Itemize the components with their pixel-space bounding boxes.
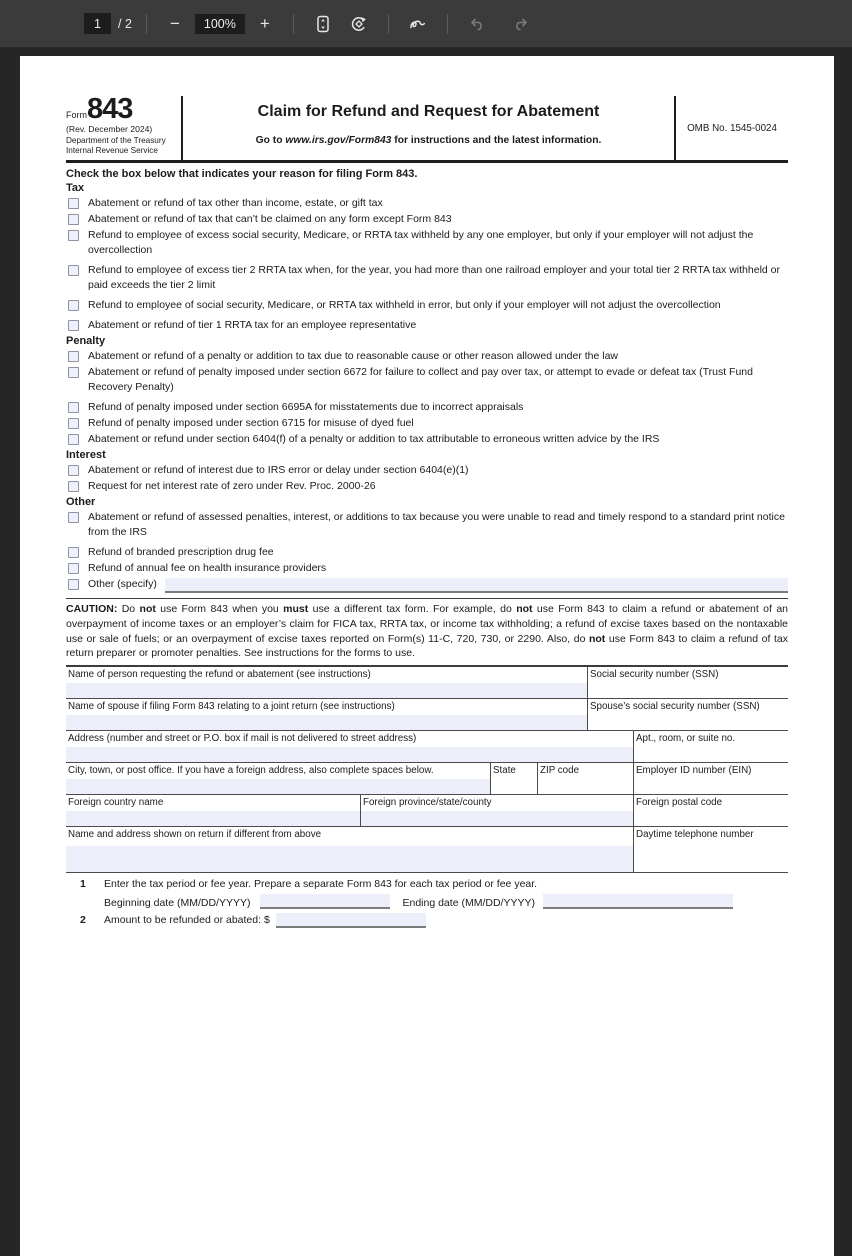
spouse-name-cell	[66, 699, 587, 730]
address-cell	[66, 731, 633, 762]
spouse-ssn-label: Spouse’s social security number (SSN)	[590, 701, 760, 713]
dept-treasury: Department of the Treasury	[66, 136, 166, 145]
checkbox[interactable]	[68, 547, 79, 558]
return-name-input[interactable]	[66, 846, 633, 872]
name-input[interactable]	[66, 683, 587, 698]
checkbox[interactable]	[68, 198, 79, 209]
fit-page-icon[interactable]	[308, 9, 338, 39]
reason-row	[66, 416, 788, 431]
amount-input[interactable]	[276, 913, 426, 928]
checkbox[interactable]	[68, 300, 79, 311]
state-label: State	[493, 765, 516, 777]
state-cell	[490, 763, 537, 794]
reason-row	[66, 479, 788, 494]
name-cell	[66, 667, 587, 698]
form-header	[66, 93, 788, 163]
ein-label: Employer ID number (EIN)	[636, 765, 752, 777]
section-header-penalty: Penalty	[66, 335, 106, 347]
reason-row	[66, 228, 788, 258]
zoom-in-button[interactable]: +	[251, 10, 279, 38]
table-row	[66, 699, 788, 731]
section-header-tax: Tax	[66, 182, 85, 194]
ending-date-label: Ending date (MM/DD/YYYY)	[402, 897, 535, 910]
form-revision: (Rev. December 2024)	[66, 124, 153, 134]
reason-row	[66, 365, 788, 395]
ssn-cell	[587, 667, 788, 698]
reason-row	[66, 432, 788, 447]
rotate-icon[interactable]	[344, 9, 374, 39]
form-word: Form	[66, 110, 87, 120]
checkbox-label: Abatement or refund under section 6404(f) of a penalty or addition to tax attributable to erroneous written advice by the IRS	[88, 433, 660, 445]
foreign-province-cell	[360, 795, 633, 826]
checkbox-label: Refund of penalty imposed under section 6695A for misstatements due to incorrect appraisals	[88, 401, 524, 413]
pdf-toolbar	[0, 0, 852, 48]
line-2-number: 2	[80, 914, 86, 927]
apt-label: Apt., room, or suite no.	[636, 733, 736, 745]
checkbox-label: Abatement or refund of penalty imposed under section 6672 for failure to collect and pay over tax, or attempt to evade or defeat tax (Trust Fund Recovery Penalty)	[88, 366, 753, 393]
city-label: City, town, or post office. If you have a foreign address, also complete spaces below.	[68, 765, 434, 777]
undo-icon	[462, 9, 492, 39]
irs-url: www.irs.gov/Form843	[285, 135, 392, 146]
table-row	[66, 795, 788, 827]
zoom-out-button[interactable]: −	[161, 10, 189, 38]
page-number-input[interactable]	[84, 13, 111, 34]
checkbox-label: Request for net interest rate of zero under Rev. Proc. 2000-26	[88, 480, 376, 492]
checkbox[interactable]	[68, 481, 79, 492]
checkbox[interactable]	[68, 214, 79, 225]
return-name-label: Name and address shown on return if different from above	[68, 829, 322, 841]
foreign-country-input[interactable]	[66, 811, 360, 826]
form-goto-line: Go to www.irs.gov/Form843 for instructions and the latest information.	[255, 135, 602, 146]
reason-row	[66, 263, 788, 293]
reason-instruction: Check the box below that indicates your reason for filing Form 843.	[66, 168, 418, 180]
checkbox-label: Abatement or refund of interest due to IRS error or delay under section 6404(e)(1)	[88, 464, 469, 476]
line-1-text: Enter the tax period or fee year. Prepare a separate Form 843 for each tax period or fee year.	[104, 878, 538, 891]
zip-cell	[537, 763, 633, 794]
checkbox[interactable]	[68, 512, 79, 523]
line-1	[66, 877, 788, 892]
checkbox[interactable]	[68, 230, 79, 241]
checkbox[interactable]	[68, 402, 79, 413]
checkbox-label: Other (specify)	[88, 578, 157, 590]
return-name-cell	[66, 827, 633, 872]
ein-cell	[633, 763, 788, 794]
ssn-label: Social security number (SSN)	[590, 669, 719, 681]
checkbox[interactable]	[68, 320, 79, 331]
toolbar-divider	[146, 14, 147, 34]
checkbox[interactable]	[68, 579, 79, 590]
line-2-text: Amount to be refunded or abated: $	[104, 913, 788, 928]
reason-row	[66, 196, 788, 211]
other-specify-input[interactable]	[165, 578, 788, 593]
foreign-country-label: Foreign country name	[68, 797, 164, 809]
spouse-name-label: Name of spouse if filing Form 843 relating to a joint return (see instructions)	[68, 701, 395, 713]
city-cell	[66, 763, 490, 794]
checkbox-label: Refund of branded prescription drug fee	[88, 546, 274, 558]
omb-number: OMB No. 1545-0024	[687, 122, 777, 134]
zoom-level-badge: 100%	[195, 14, 245, 34]
foreign-postal-label: Foreign postal code	[636, 797, 723, 809]
checkbox-label: Refund to employee of excess tier 2 RRTA tax when, for the year, you had more than one railroad employer and your total tier 2 RRTA tax withheld or paid exceeds the tier 2 limit	[88, 264, 781, 291]
checkbox[interactable]	[68, 265, 79, 276]
section-header-interest: Interest	[66, 449, 106, 461]
line-1-number: 1	[80, 878, 86, 891]
form-number: 843	[87, 93, 133, 125]
reason-row	[66, 510, 788, 540]
line-2	[66, 913, 788, 928]
zip-label: ZIP code	[540, 765, 580, 777]
page-count-label: / 2	[118, 16, 132, 31]
checkbox-label: Abatement or refund of assessed penalties, interest, or additions to tax because you were unable to read and timely respond to a standard print notice from the IRS	[88, 511, 785, 538]
table-row	[66, 731, 788, 763]
phone-label: Daytime telephone number	[636, 829, 754, 841]
phone-cell	[633, 827, 788, 872]
reason-row	[66, 463, 788, 478]
checkbox[interactable]	[68, 465, 79, 476]
toolbar-divider	[388, 14, 389, 34]
checkbox-label: Refund to employee of social security, Medicare, or RRTA tax withheld in error, but only if your employer will not adjust the overcollection	[88, 299, 721, 311]
checkbox-label: Refund to employee of excess social security, Medicare, or RRTA tax withheld by any one employer, but only if your employer will not adjust the overcollection	[88, 229, 754, 256]
reason-row	[66, 400, 788, 415]
table-row	[66, 827, 788, 873]
beginning-date-label: Beginning date (MM/DD/YYYY)	[104, 897, 251, 910]
reason-row	[66, 577, 788, 593]
checkbox-label: Abatement or refund of tier 1 RRTA tax for an employee representative	[88, 319, 417, 331]
checkbox[interactable]	[68, 418, 79, 429]
checkbox-label: Abatement or refund of tax that can’t be claimed on any form except Form 843	[88, 213, 452, 225]
spouse-name-input[interactable]	[66, 715, 587, 730]
checkbox[interactable]	[68, 434, 79, 445]
toolbar-divider	[293, 14, 294, 34]
checkbox-label: Abatement or refund of a penalty or addition to tax due to reasonable cause or other reason allowed under the law	[88, 350, 619, 362]
checkbox-label: Abatement or refund of tax other than income, estate, or gift tax	[88, 197, 383, 209]
reason-row	[66, 561, 788, 576]
toolbar-divider	[447, 14, 448, 34]
address-input[interactable]	[66, 747, 633, 762]
apt-cell	[633, 731, 788, 762]
checkbox-label: Refund of penalty imposed under section 6715 for misuse of dyed fuel	[88, 417, 414, 429]
table-row	[66, 667, 788, 699]
city-input[interactable]	[66, 779, 490, 794]
reason-row	[66, 298, 788, 313]
foreign-country-cell	[66, 795, 360, 826]
form-title: Claim for Refund and Request for Abatement	[257, 103, 600, 120]
reason-row	[66, 318, 788, 333]
foreign-province-label: Foreign province/state/county	[363, 797, 492, 809]
form-id-block	[66, 93, 181, 160]
draw-annotate-icon[interactable]	[403, 9, 433, 39]
checkbox[interactable]	[68, 367, 79, 378]
pdf-page	[20, 56, 834, 1256]
address-label: Address (number and street or P.O. box if mail is not delivered to street address)	[68, 733, 417, 745]
dept-irs: Internal Revenue Service	[66, 145, 158, 155]
caution-paragraph: CAUTION: Do not use Form 843 when you must use a different tax form. For example, do not use Form 843 to claim a refund or abatement of an overpayment of income taxes or an employer’s claim for FICA tax, RRTA tax, or income tax withholding; a refund of excise taxes based on the nontaxable use or sale of fuels; or an overpayment of excise taxes reported on Form(s) 11-C, 720, 730, or 2290. Also, do not use Form 843 to claim a refund of tax return preparer or promoter penalties. See instructions for the forms to use.	[66, 598, 788, 661]
reason-row	[66, 212, 788, 227]
redo-icon	[506, 9, 536, 39]
name-label: Name of person requesting the refund or abatement (see instructions)	[68, 669, 371, 681]
reason-row	[66, 349, 788, 364]
table-row	[66, 763, 788, 795]
checkbox[interactable]	[68, 563, 79, 574]
reason-row	[66, 545, 788, 560]
foreign-postal-cell	[633, 795, 788, 826]
foreign-province-input[interactable]	[361, 811, 633, 826]
checkbox[interactable]	[68, 351, 79, 362]
section-header-other: Other	[66, 496, 96, 508]
taxpayer-info-table	[66, 665, 788, 873]
spouse-ssn-cell	[587, 699, 788, 730]
form-title-block	[181, 96, 676, 160]
checkbox-label: Refund of annual fee on health insurance providers	[88, 562, 327, 574]
